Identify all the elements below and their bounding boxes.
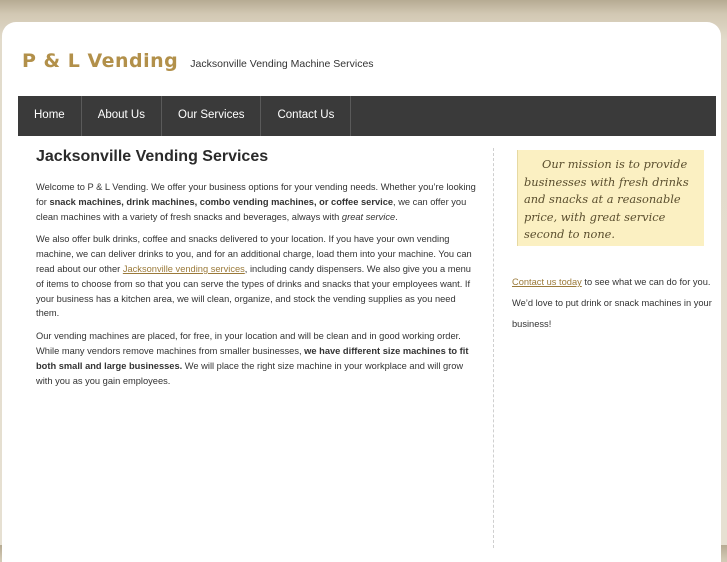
main-nav	[18, 96, 716, 136]
contact-blurb-text: to see what we can do for you. We’d love to put drink or snack machines in your business!	[512, 277, 712, 329]
placement-text-1: Our vending machines are placed, for free, in your location and will be clean and in good working order. While many vendors remove machines from smaller businesses,	[36, 331, 461, 356]
site-tagline: Jacksonville Vending Machine Services	[190, 58, 374, 70]
intro-text-2: , we can offer you clean machines with a variety of fresh snacks and beverages, always with	[36, 196, 467, 222]
intro-text-3: .	[395, 211, 398, 222]
mission-statement: Our mission is to provide businesses with fresh drinks and snacks at a reasonable price, with great service second to none.	[517, 150, 704, 246]
main-content	[36, 148, 480, 396]
nav-our-services[interactable]: Our Services	[162, 96, 261, 136]
nav-contact-us[interactable]: Contact Us	[261, 96, 351, 136]
intro-great-service: great service	[341, 211, 396, 222]
contact-blurb	[512, 272, 712, 335]
placement-paragraph	[36, 329, 480, 388]
site-header	[22, 50, 374, 78]
bulk-text-2: , including candy dispensers. We also give you a menu of items to choose from so that you can serve the types of drinks and snacks that your employees want. If your business has a kitchen area, we will clean, organize, and stock the vending supplies as you need them.	[36, 263, 471, 319]
sidebar	[512, 150, 712, 335]
nav-about-us[interactable]: About Us	[82, 96, 162, 136]
nav-home[interactable]: Home	[18, 96, 82, 136]
services-link[interactable]: Jacksonville vending services	[122, 263, 245, 274]
placement-text-2: We will place the right size machine in your workplace and will grow with you as you gain employees.	[36, 360, 464, 386]
intro-paragraph	[36, 180, 480, 224]
site-title[interactable]: P & L Vending	[22, 50, 179, 72]
page-title: Jacksonville Vending Services	[36, 148, 269, 165]
contact-us-link[interactable]: Contact us today	[512, 277, 582, 287]
intro-text-1: Welcome to P & L Vending. We offer your business options for your vending needs. Whether you’re looking for	[36, 182, 476, 207]
bulk-text-1: We also offer bulk drinks, coffee and snacks delivered to your location. If you have your own vending machine, we can deliver drinks to you, and for an additional charge, load them into your machine. You can read about our other	[36, 234, 472, 274]
column-divider	[493, 148, 494, 548]
placement-sizes-bold: we have different size machines to fit both small and large businesses.	[36, 345, 469, 371]
intro-services-bold: snack machines, drink machines, combo vending machines, or coffee service	[49, 196, 394, 207]
bulk-paragraph	[36, 232, 480, 321]
